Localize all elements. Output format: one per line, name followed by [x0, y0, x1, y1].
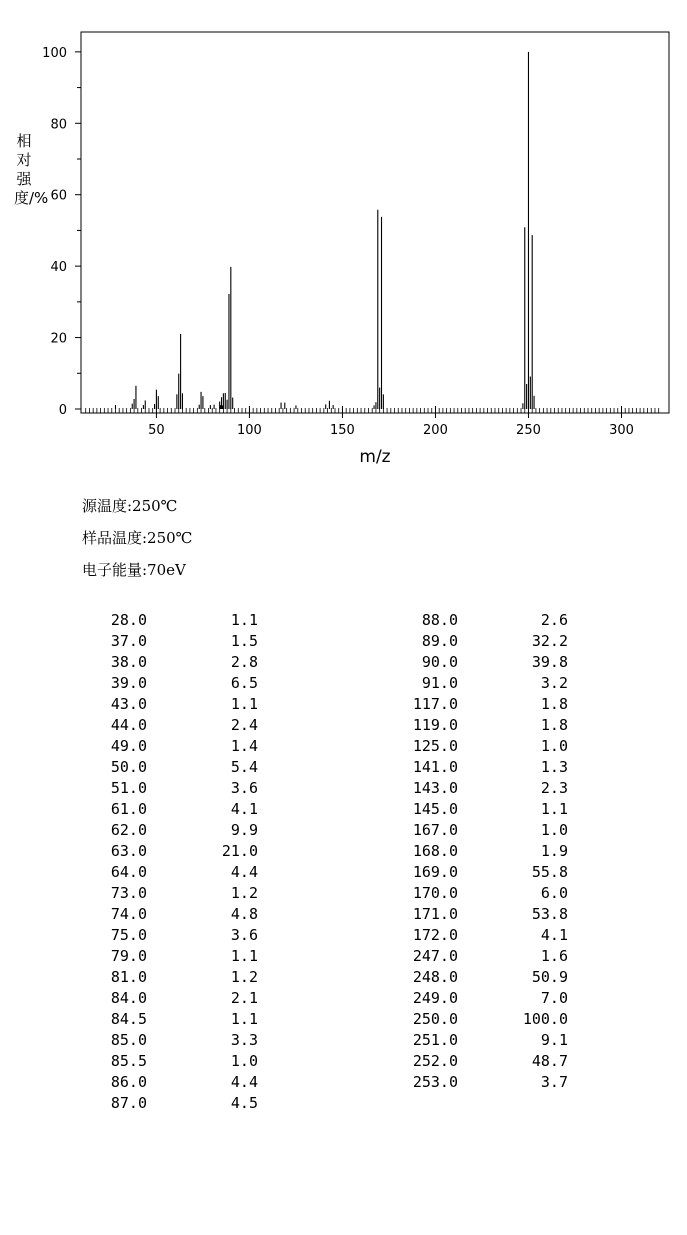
x-axis-label: m/z	[359, 447, 391, 467]
table-cell-intensity: 9.1	[540, 1031, 568, 1049]
source-temperature: 源温度:250℃	[82, 497, 178, 515]
table-cell-intensity: 2.8	[230, 653, 258, 671]
table-left-intensity-column	[200, 610, 258, 1114]
table-cell-intensity: 32.2	[531, 632, 568, 650]
table-cell-intensity: 6.5	[230, 674, 258, 692]
table-cell-intensity: 2.3	[540, 779, 568, 797]
table-cell-intensity: 1.9	[540, 842, 568, 860]
table-cell-intensity: 1.4	[230, 737, 258, 755]
table-left-mz-column	[95, 610, 147, 1114]
y-tick-label: 80	[50, 117, 67, 133]
table-cell-mz: 85.5	[110, 1052, 147, 1070]
table-cell-mz: 168.0	[412, 842, 458, 860]
table-cell-intensity: 4.4	[230, 1073, 258, 1091]
y-tick-label: 60	[50, 188, 67, 204]
x-tick-label: 250	[516, 423, 541, 438]
table-cell-mz: 247.0	[412, 947, 458, 965]
table-cell-intensity: 6.0	[540, 884, 568, 902]
table-cell-intensity: 55.8	[531, 863, 568, 881]
table-cell-intensity: 2.4	[230, 716, 258, 734]
table-cell-mz: 86.0	[110, 1073, 147, 1091]
y-tick-label: 20	[50, 331, 67, 347]
table-cell-mz: 91.0	[421, 674, 458, 692]
table-cell-mz: 117.0	[412, 695, 458, 713]
table-cell-intensity: 3.7	[540, 1073, 568, 1091]
table-right-intensity-column	[500, 610, 568, 1093]
x-minor-ticks	[86, 408, 659, 413]
table-cell-mz: 119.0	[412, 716, 458, 734]
table-cell-intensity: 4.8	[230, 905, 258, 923]
y-tick-label: 100	[42, 45, 67, 61]
sample-temperature: 样品温度:250℃	[82, 529, 193, 547]
table-cell-mz: 84.5	[110, 1010, 147, 1028]
table-cell-mz: 169.0	[412, 863, 458, 881]
table-cell-intensity: 1.1	[230, 611, 258, 629]
y-axis-ticks	[42, 46, 81, 418]
table-cell-mz: 145.0	[412, 800, 458, 818]
table-cell-mz: 250.0	[412, 1010, 458, 1028]
table-cell-mz: 38.0	[110, 653, 147, 671]
table-cell-mz: 171.0	[412, 905, 458, 923]
table-cell-mz: 81.0	[110, 968, 147, 986]
y-axis-label: 相对强度/%	[14, 132, 49, 207]
table-cell-intensity: 2.1	[230, 989, 258, 1007]
table-cell-mz: 84.0	[110, 989, 147, 1007]
table-cell-intensity: 7.0	[540, 989, 568, 1007]
table-cell-mz: 172.0	[412, 926, 458, 944]
table-cell-intensity: 1.8	[540, 716, 568, 734]
x-tick-label: 100	[237, 423, 262, 438]
table-cell-mz: 50.0	[110, 758, 147, 776]
table-cell-intensity: 1.1	[540, 800, 568, 818]
table-cell-mz: 62.0	[110, 821, 147, 839]
table-cell-intensity: 5.4	[230, 758, 258, 776]
table-cell-intensity: 3.3	[230, 1031, 258, 1049]
table-cell-mz: 87.0	[110, 1094, 147, 1112]
table-cell-intensity: 4.1	[230, 800, 258, 818]
table-cell-mz: 64.0	[110, 863, 147, 881]
table-cell-mz: 89.0	[421, 632, 458, 650]
table-cell-intensity: 3.6	[230, 779, 258, 797]
table-cell-intensity: 1.0	[540, 737, 568, 755]
y-tick-label: 0	[58, 403, 67, 418]
table-cell-intensity: 1.2	[230, 884, 258, 902]
table-cell-intensity: 1.1	[230, 695, 258, 713]
table-cell-mz: 37.0	[110, 632, 147, 650]
table-cell-intensity: 4.1	[540, 926, 568, 944]
table-cell-mz: 75.0	[110, 926, 147, 944]
table-cell-mz: 63.0	[110, 842, 147, 860]
table-cell-intensity: 3.6	[230, 926, 258, 944]
table-cell-mz: 85.0	[110, 1031, 147, 1049]
table-cell-mz: 143.0	[412, 779, 458, 797]
plot-frame	[81, 32, 669, 413]
table-cell-mz: 44.0	[110, 716, 147, 734]
table-cell-mz: 79.0	[110, 947, 147, 965]
table-cell-mz: 51.0	[110, 779, 147, 797]
y-tick-label: 40	[50, 260, 67, 276]
table-cell-mz: 251.0	[412, 1031, 458, 1049]
table-cell-intensity: 1.8	[540, 695, 568, 713]
table-cell-mz: 49.0	[110, 737, 147, 755]
table-cell-mz: 141.0	[412, 758, 458, 776]
electron-energy: 电子能量:70eV	[82, 561, 186, 579]
spectrum-peaks	[115, 52, 534, 409]
table-cell-intensity: 9.9	[230, 821, 258, 839]
table-cell-intensity: 1.2	[230, 968, 258, 986]
table-cell-intensity: 3.2	[540, 674, 568, 692]
mass-spectrum-chart	[0, 0, 687, 480]
table-cell-mz: 88.0	[421, 611, 458, 629]
table-cell-intensity: 1.6	[540, 947, 568, 965]
table-cell-mz: 90.0	[421, 653, 458, 671]
table-cell-mz: 248.0	[412, 968, 458, 986]
x-tick-label: 150	[330, 423, 355, 438]
table-cell-mz: 253.0	[412, 1073, 458, 1091]
table-cell-intensity: 50.9	[531, 968, 568, 986]
table-cell-intensity: 39.8	[531, 653, 568, 671]
table-cell-intensity: 1.0	[540, 821, 568, 839]
table-cell-intensity: 1.1	[230, 947, 258, 965]
table-cell-mz: 249.0	[412, 989, 458, 1007]
table-cell-mz: 73.0	[110, 884, 147, 902]
table-cell-intensity: 21.0	[221, 842, 258, 860]
table-cell-mz: 170.0	[412, 884, 458, 902]
x-tick-label: 300	[609, 423, 634, 438]
table-cell-mz: 74.0	[110, 905, 147, 923]
table-cell-intensity: 4.4	[230, 863, 258, 881]
table-cell-intensity: 4.5	[230, 1094, 258, 1112]
table-cell-mz: 61.0	[110, 800, 147, 818]
table-cell-intensity: 53.8	[531, 905, 568, 923]
table-cell-mz: 43.0	[110, 695, 147, 713]
table-cell-intensity: 1.0	[230, 1052, 258, 1070]
x-tick-label: 200	[423, 423, 448, 438]
table-right-mz-column	[395, 610, 458, 1093]
table-cell-mz: 252.0	[412, 1052, 458, 1070]
table-cell-intensity: 1.3	[540, 758, 568, 776]
table-cell-mz: 39.0	[110, 674, 147, 692]
table-cell-intensity: 2.6	[540, 611, 568, 629]
table-cell-intensity: 100.0	[522, 1010, 568, 1028]
table-cell-mz: 28.0	[110, 611, 147, 629]
table-cell-intensity: 1.1	[230, 1010, 258, 1028]
table-cell-mz: 125.0	[412, 737, 458, 755]
table-cell-intensity: 48.7	[531, 1052, 568, 1070]
table-cell-mz: 167.0	[412, 821, 458, 839]
table-cell-intensity: 1.5	[230, 632, 258, 650]
x-tick-label: 50	[148, 423, 165, 438]
